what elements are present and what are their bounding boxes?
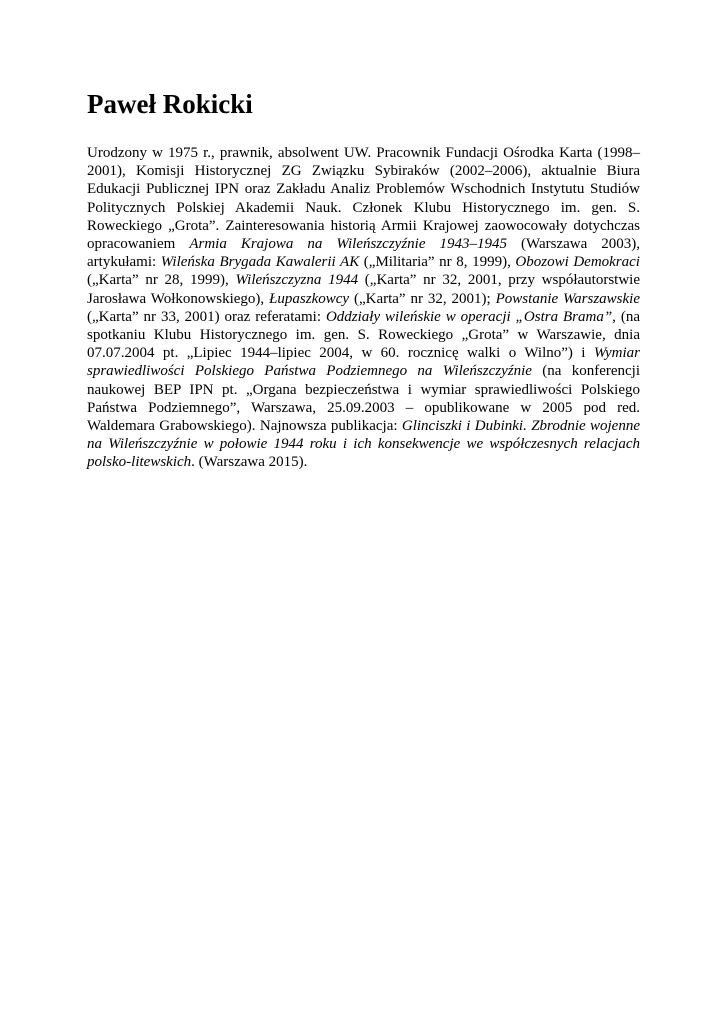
bio-title-oddzialy-wilenskie: Oddziały wileńskie w operacji „Ostra Brama” [325, 308, 613, 325]
bio-text-1: Urodzony w 1975 r., prawnik, absolwent UW. Pracownik Fundacji Ośrodka Karta (1998–2001), Komisji Historycznej ZG Związku Sybiraków (2002–2006), aktualnie Biura Edukacji Publicznej IPN oraz Zakładu Analiz Problemów Wschodnich Instytutu Studiów Politycznych Polskiej Akademii Nauk. Członek Klubu Historycznego im. gen. S. Roweckiego „Grota”. Zainteresowania historią Armii Krajowej zaowocowały dotychczas opracowaniem [87, 145, 640, 253]
bio-title-wymiar-sprawiedliwosci: Wymiar sprawiedliwości Polskiego Państwa Podziemnego na Wileńszczyźnie [87, 345, 640, 380]
bio-text-8: , (na spotkaniu Klubu Historycznego im. gen. S. Roweckiego „Grota” w Warszawie, dnia 07.07.2004 pt. „Lipiec 1944–lipiec 2004, w 60. rocznicę walki o Wilno”) i [87, 308, 640, 362]
page-title: Paweł Rokicki [87, 89, 253, 119]
bio-text-6: („Karta” nr 32, 2001); [349, 290, 496, 307]
bio-title-wilenska-brygada: Wileńska Brygada Kawalerii AK [160, 254, 360, 271]
biography-paragraph [87, 144, 640, 472]
document-content [87, 86, 640, 472]
bio-text-7: („Karta” nr 33, 2001) oraz referatami: [87, 308, 326, 325]
bio-title-powstanie-warszawskie: Powstanie Warszawskie [495, 290, 641, 307]
bio-title-armia-krajowa: Armia Krajowa na Wileńszczyźnie 1943–1945 [189, 236, 507, 253]
bio-text-2: (Warszawa 2003), artykułami: [87, 236, 641, 271]
bio-text-4: („Karta” nr 28, 1999), [87, 272, 236, 289]
bio-title-glinciszki-i-dubinki: Glinciszki i Dubinki. Zbrodnie wojenne na Wileńszczyźnie w połowie 1944 roku i ich konsekwencje we współczesnych relacjach polsko-litewskich [87, 418, 640, 471]
bio-text-9: (na konferencji naukowej BEP IPN pt. „Organa bezpieczeństwa i wymiar sprawiedliwości Polskiego Państwa Podziemnego”, Warszawa, 25.09.2003 – opublikowane w 2005 pod red. Waldemara Grabowskiego). Najnowsza publikacja: [87, 363, 641, 435]
bio-title-obozowi-demokraci: Obozowi Demokraci [515, 254, 640, 271]
bio-title-wileNszczyzna-1944: Wileńszczyzna 1944 [235, 272, 359, 289]
bio-text-3: („Militaria” nr 8, 1999), [359, 254, 516, 271]
bio-text-10: . (Warszawa 2015). [191, 454, 308, 471]
bio-title-lupaszkowcy: Łupaszkowcy [269, 290, 350, 307]
bio-text-5: („Karta” nr 32, 2001, przy współautorstwie Jarosława Wołkonowskiego), [87, 272, 641, 307]
